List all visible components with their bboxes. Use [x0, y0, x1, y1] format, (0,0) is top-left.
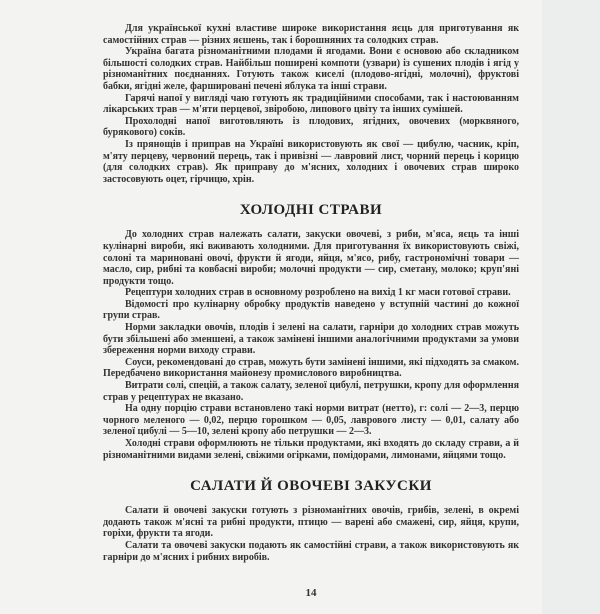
paragraph: Витрати солі, спецій, а також салату, зеленої цибулі, петрушки, кропу для оформлення страв у рецептурах не вказано. [103, 380, 519, 403]
page-number: 14 [305, 587, 317, 600]
paragraph: Соуси, рекомендовані до страв, можуть бути замінені іншими, які підходять за смаком. Передбачено використання майонезу промислового виробництва. [103, 356, 519, 380]
paragraph: Прохолодні напої виготовляють із плодових, ягідних, овочевих (морквяного, бурякового) соків. [103, 115, 519, 139]
paragraph: До холодних страв належать салати, закуски овочеві, з риби, м'яса, яєць та інші кулінарні вироби, які вживають холодними. Для приготування їх використовують свіжі, солоні та мариновані овочі, фрукти й ягоди, яйця, м'ясо, рибу, гастрономічні товари — масло, сир, рибні та ковбасні вироби; молочні продукти — сир, сметану, молоко; круп'яні продукти тощо. [103, 229, 519, 287]
section-cold-dishes-text [103, 229, 519, 461]
intro-text [103, 23, 519, 185]
paragraph: Відомості про кулінарну обробку продуктів наведено у вступній частині до кожної групи страв. [103, 298, 519, 322]
paragraph: Із прянощів і приправ на Україні використовують як свої — цибулю, часник, кріп, м'яту перцеву, червоний перець, так і привізні — лавровий лист, чорний перець і корицю (для солодких страв). Як приправу до м'ясних, холодних і овочевих страв широко застосовують оцет, гірчицю, хрін. [103, 138, 519, 185]
paragraph: Холодні страви оформлюють не тільки продуктами, які входять до складу страви, а й різноманітними видами зелені, свіжими огірками, помідорами, лимонами, яйцями тощо. [103, 438, 519, 461]
paragraph: Рецептури холодних страв в основному розроблено на вихід 1 кг маси готової страви. [125, 287, 511, 299]
section-heading-salads: САЛАТИ Й ОВОЧЕВІ ЗАКУСКИ [190, 478, 432, 495]
section-heading-cold-dishes: ХОЛОДНІ СТРАВИ [239, 202, 383, 219]
paragraph: Для української кухні властиве широке використання яєць для приготування як самостійних страв — різних яєшень, так і борошняних та солодких страв. [103, 23, 519, 46]
section-salads-text [103, 505, 519, 563]
page-edge [542, 0, 600, 614]
paragraph: Салати та овочеві закуски подають як самостійні страви, а також використовують як гарніри до м'ясних і рибних виробів. [103, 539, 519, 563]
paragraph: Салати й овочеві закуски готують з різноманітних овочів, грибів, зелені, в окремі додають також м'ясні та рибні продукти, птицю — варені або смажені, сир, яйця, крупи, горіхи, фрукти та ягоди. [103, 505, 519, 540]
paragraph: Норми закладки овочів, плодів і зелені на салати, гарніри до холодних страв можуть бути збільшені або зменшені, а також замінені іншими аналогічними продуктами за умови збереження норми виходу страви. [103, 322, 519, 357]
paragraph: На одну порцію страви встановлено такі норми витрат (нетто), г: солі — 2—3, перцю чорного меленого — 0,02, перцю горошком — 0,05, лаврового листу — 0,01, салату або зеленої цибулі — 5—10, зелені кропу або петрушки — 2—3. [103, 403, 519, 438]
paragraph: Україна багата різноманітними плодами й ягодами. Вони є основою або складником більшості солодких страв. Найбільш поширені компоти (узвари) із сушених плодів і ягід у різноманітних поєднаннях. Готують також киселі (плодово-ягідні, молочні), фруктові бабки, ягідні желе, фаршировані печені яблука та інші страви. [103, 46, 519, 92]
paragraph: Гарячі напої у вигляді чаю готують як традиційними способами, так і настоюванням лікарських трав — м'яти перцевої, звіробою, липового цвіту та інших сумішей. [103, 92, 519, 116]
